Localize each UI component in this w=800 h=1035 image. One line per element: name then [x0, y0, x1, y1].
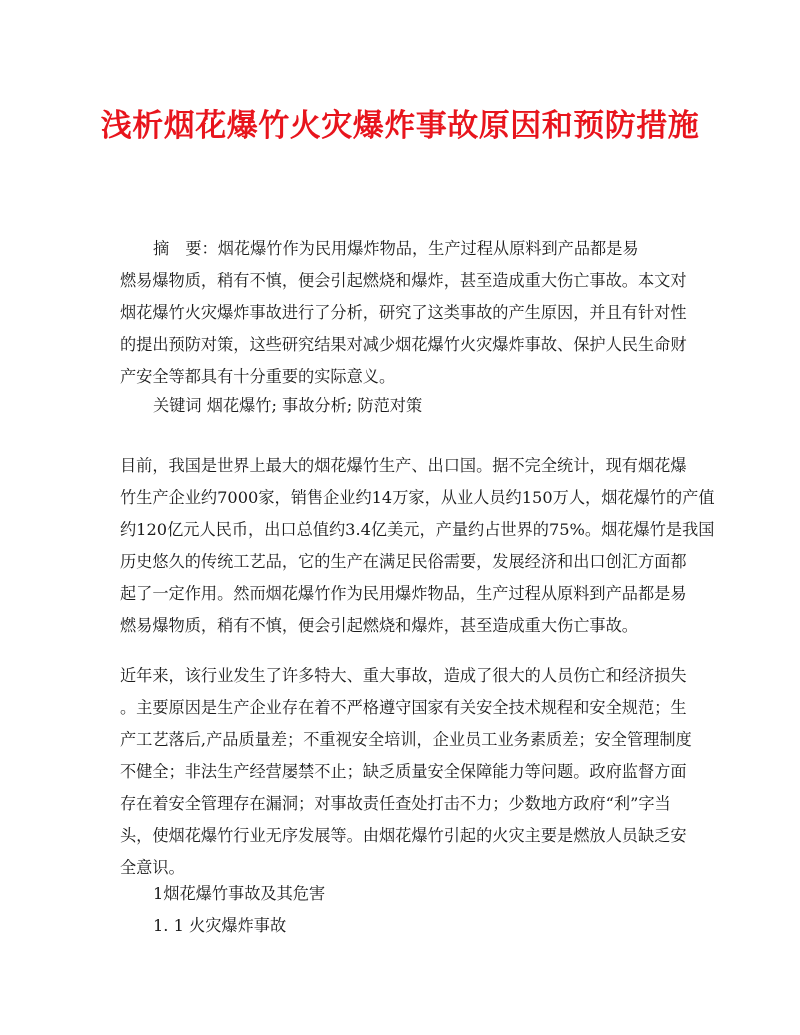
paragraph-line: 。主要原因是生产企业存在着不严格遵守国家有关安全技术规程和安全规范；生	[120, 698, 687, 717]
abstract-line: 产安全等都具有十分重要的实际意义。	[120, 367, 396, 386]
paragraph-line: 产工艺落后,产品质量差；不重视安全培训，企业员工业务素质差；安全管理制度	[120, 730, 692, 749]
abstract-line: 的提出预防对策，这些研究结果对减少烟花爆竹火灾爆炸事故、保护人民生命财	[120, 335, 687, 354]
paragraph-line: 约120亿元人民币，出口总值约3.4亿美元，产量约占世界的75%。烟花爆竹是我国	[120, 520, 715, 539]
section-1-1-heading: 1. 1 火灾爆炸事故	[153, 916, 287, 935]
section-1-heading: 1烟花爆竹事故及其危害	[153, 884, 326, 903]
subsection-heading	[120, 910, 680, 942]
paragraph-line: 全意识。	[120, 858, 185, 877]
paragraph-line: 头，使烟花爆竹行业无序发展等。由烟花爆竹引起的火灾主要是燃放人员缺乏安	[120, 826, 687, 845]
body-paragraph-2	[120, 660, 692, 884]
abstract-line: 摘 要：烟花爆竹作为民用爆炸物品，生产过程从原料到产品都是易	[153, 239, 639, 258]
keywords-line: 关键词 烟花爆竹; 事故分析; 防范对策	[153, 396, 423, 415]
paragraph-line: 存在着安全管理存在漏洞；对事故责任查处打击不力；少数地方政府“利”字当	[120, 794, 671, 813]
paragraph-line: 竹生产企业约7000家，销售企业约14万家，从业人员约150万人，烟花爆竹的产值	[120, 488, 715, 507]
abstract	[120, 233, 687, 393]
abstract-line: 烟花爆竹火灾爆炸事故进行了分析，研究了这类事故的产生原因，并且有针对性	[120, 303, 687, 322]
paragraph-line: 目前，我国是世界上最大的烟花爆竹生产、出口国。据不完全统计，现有烟花爆	[120, 456, 687, 475]
section-heading	[120, 878, 680, 910]
keywords	[120, 390, 680, 422]
body-paragraph-1	[120, 450, 715, 642]
paragraph-line: 近年来，该行业发生了许多特大、重大事故，造成了很大的人员伤亡和经济损失	[120, 666, 687, 685]
paragraph-line: 不健全；非法生产经营屡禁不止；缺乏质量安全保障能力等问题。政府监督方面	[120, 762, 687, 781]
paragraph-line: 起了一定作用。然而烟花爆竹作为民用爆炸物品，生产过程从原料到产品都是易	[120, 584, 687, 603]
paragraph-line: 燃易爆物质，稍有不慎，便会引起燃烧和爆炸，甚至造成重大伤亡事故。	[120, 616, 638, 635]
abstract-line: 燃易爆物质，稍有不慎，便会引起燃烧和爆炸，甚至造成重大伤亡事故。本文对	[120, 271, 687, 290]
paragraph-line: 历史悠久的传统工艺品，它的生产在满足民俗需要，发展经济和出口创汇方面都	[120, 552, 687, 571]
document-title: 浅析烟花爆竹火灾爆炸事故原因和预防措施	[100, 108, 700, 144]
